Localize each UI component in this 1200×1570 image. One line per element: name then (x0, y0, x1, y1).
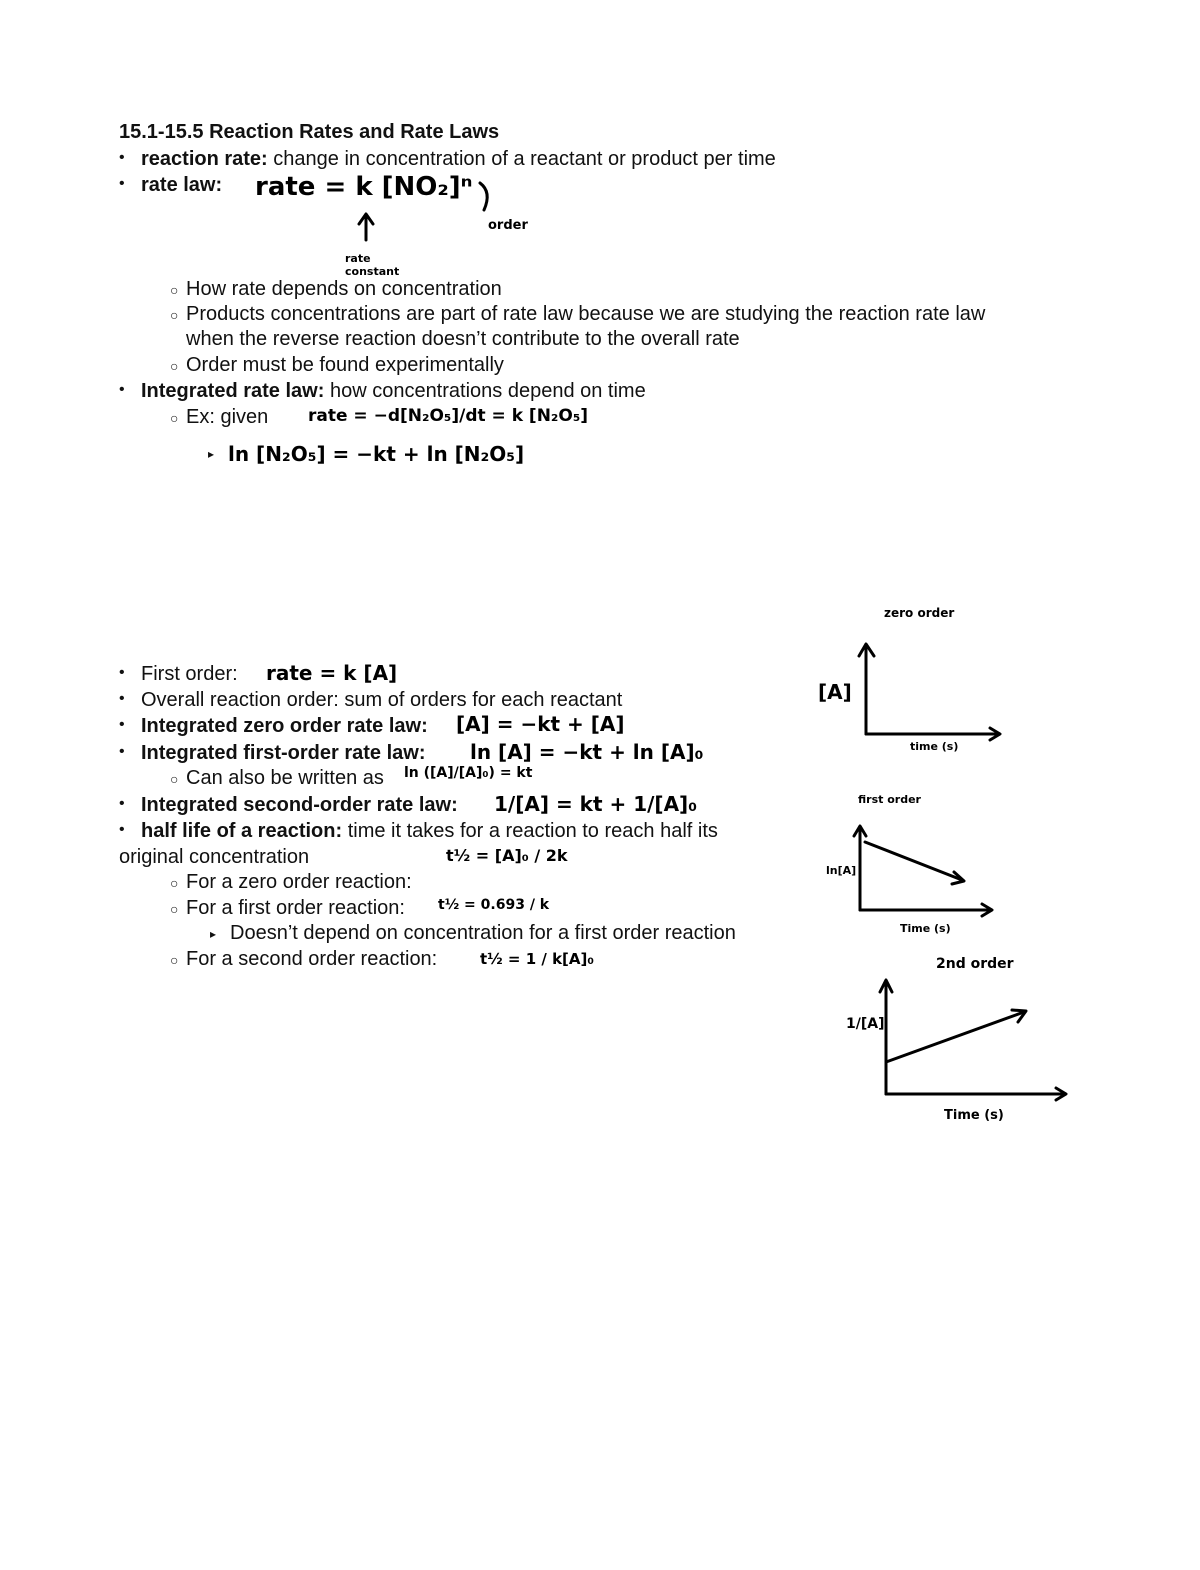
first-half: For a first order reaction: (186, 897, 405, 919)
first-order-alt-equation: ln ([A]/[A]₀) = kt (404, 765, 533, 781)
sub-bullet-circle: ○ (170, 358, 179, 374)
integrated-term: Integrated rate law: (141, 380, 325, 402)
sub-bullet-circle: ○ (170, 307, 179, 323)
rate-law-sub1: How rate depends on concentration (186, 278, 502, 300)
half-life-equation: t½ = [A]₀ / 2k (446, 846, 568, 865)
integrated-def: how concentrations depend on time (324, 380, 646, 402)
sub-bullet-circle: ○ (170, 875, 179, 891)
rate-constant-label: rate constant (345, 252, 400, 278)
bullet-dot: • (119, 149, 125, 166)
zero-half: For a zero order reaction: (186, 871, 412, 893)
zero-order-equation: [A] = −kt + [A] (456, 712, 625, 736)
second-data-line (886, 1012, 1024, 1062)
bullet-dot: • (119, 381, 125, 398)
reaction-rate-def: change in concentration of a reactant or product per time (267, 148, 776, 170)
overall-order: Overall reaction order: sum of orders for each reactant (141, 689, 623, 711)
zero-y-label: [A] (818, 680, 852, 704)
rate-law-term: rate law: (141, 174, 223, 196)
sub-sub-bullet: ▸ (210, 927, 217, 941)
first-order-int-equation: ln [A] = −kt + ln [A]₀ (470, 740, 704, 764)
rate-law-equation: rate = k [NO₂]ⁿ (255, 172, 473, 202)
bullet-dot: • (119, 743, 125, 760)
half-life-def2: original concentration (119, 846, 310, 868)
zero-x-label: time (s) (910, 740, 959, 753)
rate-law-sub3: Order must be found experimentally (186, 354, 504, 376)
half-life-def: time it takes for a reaction to reach half its (342, 820, 718, 842)
first-order-label: First order: (141, 663, 238, 685)
second-x-label: Time (s) (944, 1108, 1004, 1123)
first-y-label: ln[A] (826, 864, 857, 877)
order-label: order (488, 218, 528, 233)
first-order-int-term: Integrated first-order rate law: (141, 742, 426, 764)
second-order-graph-title: 2nd order (936, 956, 1014, 972)
sub-bullet-circle: ○ (170, 282, 179, 298)
sub-bullet-circle: ○ (170, 410, 179, 426)
first-half-note: Doesn’t depend on concentration for a first order reaction (230, 922, 736, 944)
ln-equation: ln [N₂O₅] = −kt + ln [N₂O₅] (228, 442, 525, 466)
zero-order-graph-title: zero order (884, 606, 955, 620)
second-half-equation: t½ = 1 / k[A]₀ (480, 950, 594, 968)
second-y-label: 1/[A] (846, 1016, 885, 1032)
ex-equation: rate = −d[N₂O₅]/dt = k [N₂O₅] (308, 406, 589, 426)
sub-bullet-circle: ○ (170, 952, 179, 968)
ex-given: Ex: given (186, 406, 269, 428)
bullet-dot: • (119, 821, 125, 838)
second-order-term: Integrated second-order rate law: (141, 794, 458, 816)
sub-bullet-circle: ○ (170, 901, 179, 917)
first-x-label: Time (s) (900, 922, 951, 935)
page-title: 15.1-15.5 Reaction Rates and Rate Laws (119, 121, 500, 143)
rate-law-sub2-line1: Products concentrations are part of rate law because we are studying the reaction rate law (186, 303, 986, 325)
second-order-equation: 1/[A] = kt + 1/[A]₀ (494, 792, 697, 816)
first-order-equation: rate = k [A] (266, 661, 398, 685)
second-half: For a second order reaction: (186, 948, 438, 970)
bullet-dot: • (119, 690, 125, 707)
rate-law-sub2-line2: when the reverse reaction doesn’t contribute to the overall rate (186, 328, 740, 350)
sub-sub-bullet: ▸ (208, 447, 215, 461)
reaction-rate-term: reaction rate: (141, 148, 268, 170)
bullet-dot: • (119, 716, 125, 733)
bullet-dot: • (119, 664, 125, 681)
half-life-term: half life of a reaction: (141, 820, 343, 842)
first-order-alt: Can also be written as (186, 767, 384, 789)
bullet-dot: • (119, 175, 125, 192)
first-order-graph-title: first order (858, 793, 921, 806)
first-half-equation: t½ = 0.693 / k (438, 897, 550, 913)
bullet-dot: • (119, 795, 125, 812)
zero-order-term: Integrated zero order rate law: (141, 715, 428, 737)
sub-bullet-circle: ○ (170, 771, 179, 787)
